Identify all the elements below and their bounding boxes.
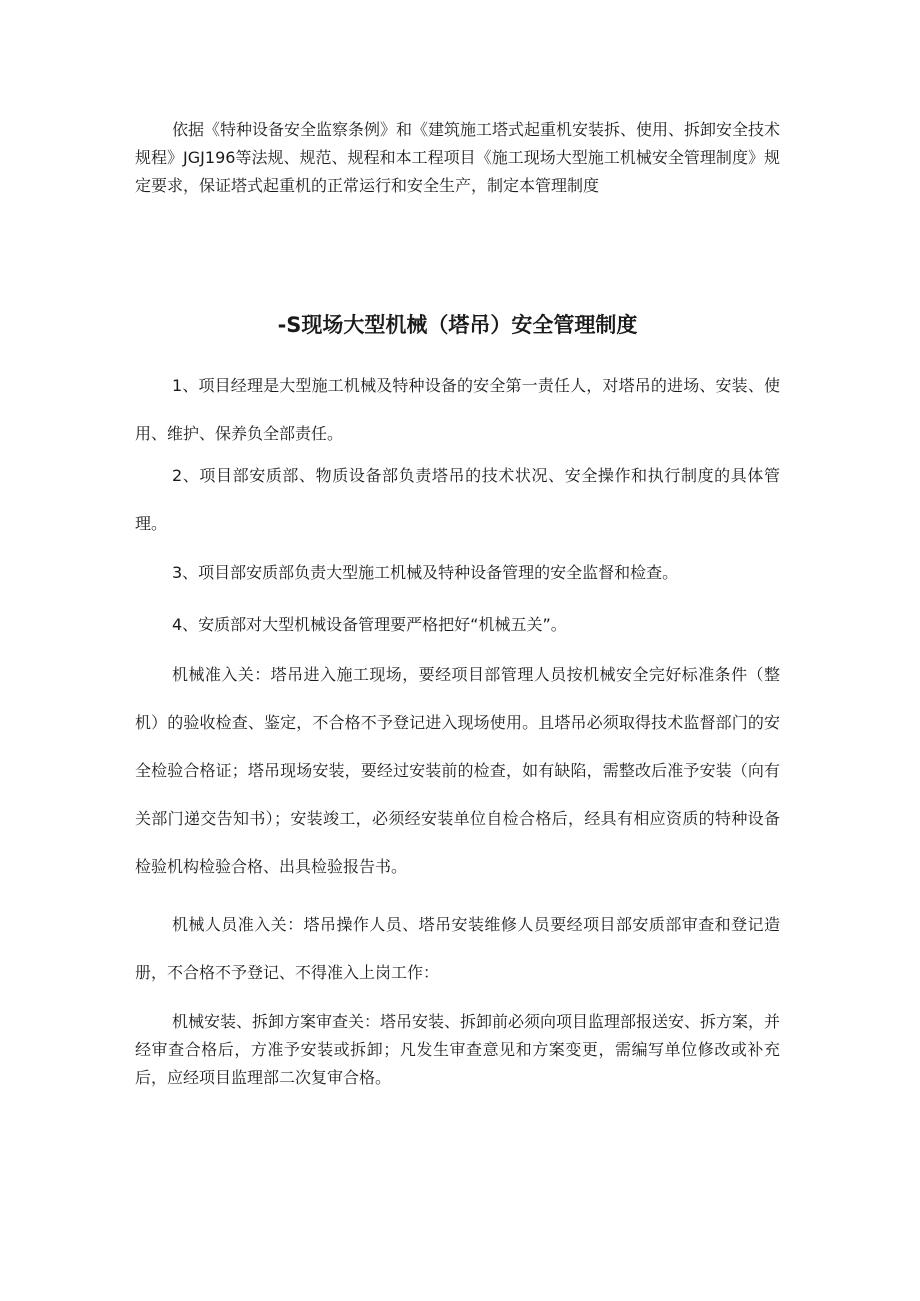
clause-1: 1、项目经理是大型施工机械及特种设备的安全第一责任人，对塔吊的进场、安装、使用、维护、保养负全部责任。: [135, 376, 780, 443]
clause-2: 2、项目部安质部、物质设备部负责塔吊的技术状况、安全操作和执行制度的具体管理。: [135, 466, 780, 533]
clause-3: 3、项目部安质部负责大型施工机械及特种设备管理的安全监督和检查。: [172, 563, 679, 582]
clause-4: 4、安质部对大型机械设备管理要严格把好“机械五关”。: [172, 615, 567, 634]
machine-entry-check: 机械准入关：塔吊进入施工现场，要经项目部管理人员按机械安全完好标准条件（整机）的验收检查、鉴定，不合格不予登记进入现场使用。且塔吊必须取得技术监督部门的安全检验合格证；塔吊现场安装，要经过安装前的检查，如有缺陷，需整改后准予安装（向有关部门递交告知书）；安装竣工，必须经安装单位自检合格后，经具有相应资质的特种设备检验机构检验合格、出具检验报告书。: [135, 665, 780, 876]
installation-plan-review: 机械安装、拆卸方案审查关：塔吊安装、拆卸前必须向项目监理部报送安、拆方案，并经审查合格后，方准予安装或拆卸；凡发生审查意见和方案变更，需编写单位修改或补充后，应经项目监理部二次复审合格。: [135, 1012, 781, 1087]
personnel-entry-check: 机械人员准入关：塔吊操作人员、塔吊安装维修人员要经项目部安质部审查和登记造册，不合格不予登记、不得准入上岗工作：: [135, 915, 780, 982]
section-title: -S现场大型机械（塔吊）安全管理制度: [277, 313, 638, 337]
intro-paragraph: 依据《特种设备安全监察条例》和《建筑施工塔式起重机安装拆、使用、拆卸安全技术规程》JGJ196等法规、规范、规程和本工程项目《施工现场大型施工机械安全管理制度》规定要求，保证塔式起重机的正常运行和安全生产，制定本管理制度: [135, 120, 781, 195]
